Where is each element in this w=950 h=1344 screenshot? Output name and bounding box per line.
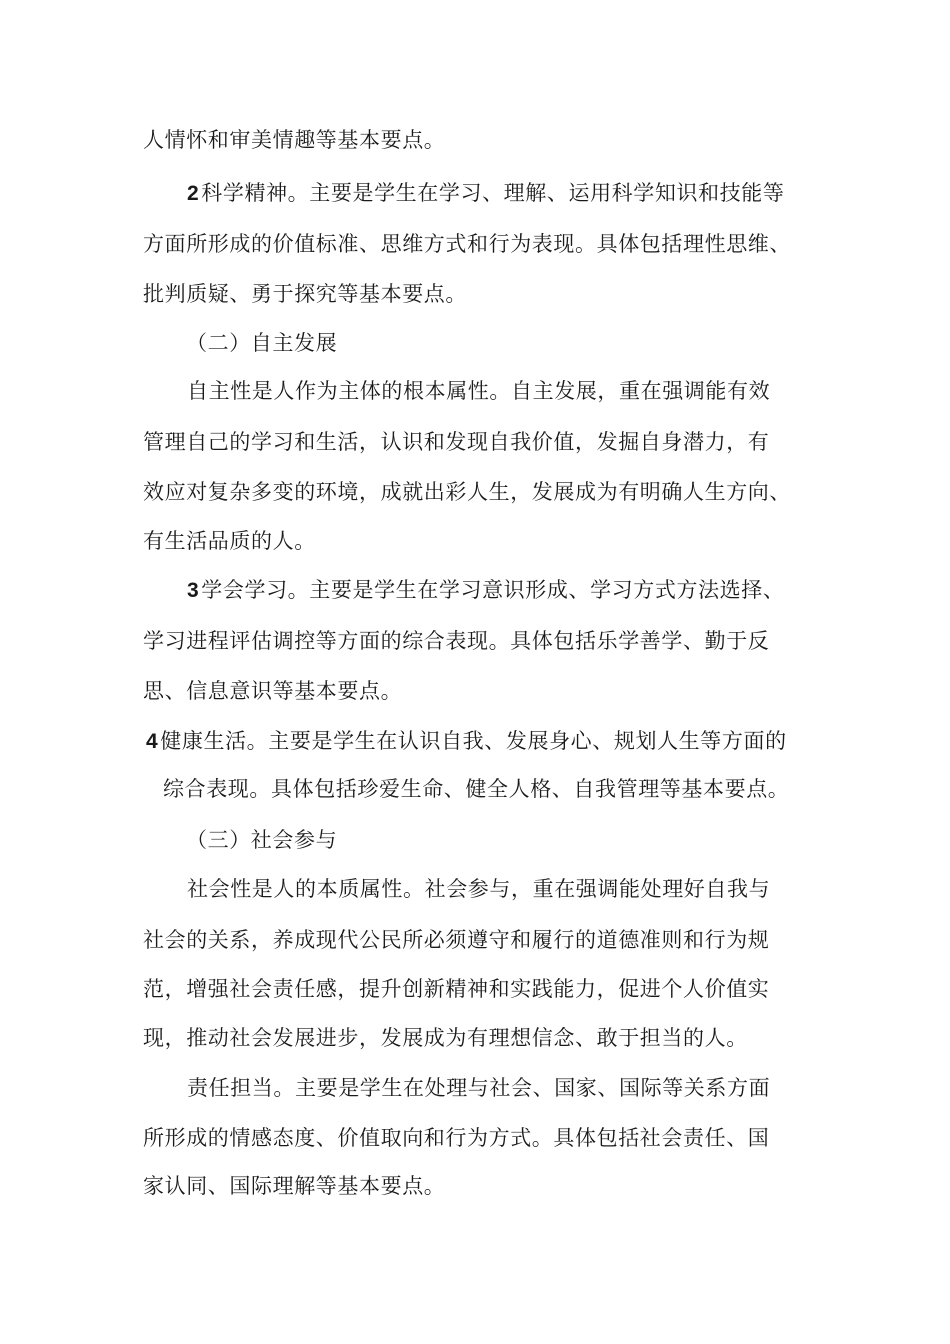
text: 思、信息意识等基本要点。 <box>143 679 403 703</box>
text: 方面所形成的价值标准、思维方式和行为表现。具体包括理性思维、 <box>143 232 791 256</box>
paragraph-line <box>143 126 445 154</box>
section-number: 2 <box>187 182 200 205</box>
paragraph-line <box>143 478 791 506</box>
text: 社会的关系，养成现代公民所必须遵守和履行的道德准则和行为规 <box>143 928 770 952</box>
paragraph-line <box>143 627 769 655</box>
text: 所形成的情感态度、价值取向和行为方式。具体包括社会责任、国 <box>143 1126 770 1150</box>
text: 管理自己的学习和生活，认识和发现自我价值，发掘自身潜力，有 <box>143 430 770 454</box>
text: 责任担当。主要是学生在处理与社会、国家、国际等关系方面 <box>187 1076 771 1100</box>
section-number: 4 <box>146 730 159 753</box>
text: 社会性是人的本质属性。社会参与，重在强调能处理好自我与 <box>187 877 771 901</box>
paragraph-line <box>187 875 770 903</box>
paragraph-line <box>143 428 769 456</box>
text: 有生活品质的人。 <box>143 529 316 553</box>
paragraph-line <box>143 677 402 705</box>
text: 家认同、国际理解等基本要点。 <box>143 1174 446 1198</box>
paragraph-line <box>143 975 769 1003</box>
paragraph-line <box>146 727 787 756</box>
paragraph-line <box>143 926 769 954</box>
paragraph-line <box>163 775 789 803</box>
text: 批判质疑、勇于探究等基本要点。 <box>143 282 467 306</box>
text: （二）自主发展 <box>186 331 338 355</box>
paragraph-line <box>187 576 784 605</box>
text: 范，增强社会责任感，提升创新精神和实践能力，促进个人价值实 <box>143 977 770 1001</box>
text: （三）社会参与 <box>186 828 338 852</box>
text: 自主性是人作为主体的根本属性。自主发展，重在强调能有效 <box>187 379 771 403</box>
text: 效应对复杂多变的环境，成就出彩人生，发展成为有明确人生方向、 <box>143 480 791 504</box>
section-number: 3 <box>187 579 200 602</box>
paragraph-line <box>143 527 316 555</box>
text: 科学精神。主要是学生在学习、理解、运用科学知识和技能等 <box>201 181 785 205</box>
paragraph-line <box>143 230 791 258</box>
paragraph-line <box>143 1124 769 1152</box>
text: 学会学习。主要是学生在学习意识形成、学习方式方法选择、 <box>201 578 785 602</box>
paragraph-line <box>143 1172 445 1200</box>
text: 学习进程评估调控等方面的综合表现。具体包括乐学善学、勤于反 <box>143 629 770 653</box>
paragraph-line <box>143 280 467 308</box>
section-heading <box>186 826 337 854</box>
text: 健康生活。主要是学生在认识自我、发展身心、规划人生等方面的 <box>160 729 787 753</box>
paragraph-line <box>187 179 784 208</box>
paragraph-line <box>143 1024 748 1052</box>
text: 人情怀和审美情趣等基本要点。 <box>143 128 446 152</box>
section-heading <box>186 329 337 357</box>
text: 现，推动社会发展进步，发展成为有理想信念、敢于担当的人。 <box>143 1026 748 1050</box>
paragraph-line <box>187 377 770 405</box>
text: 综合表现。具体包括珍爱生命、健全人格、自我管理等基本要点。 <box>163 777 790 801</box>
paragraph-line <box>187 1074 770 1102</box>
